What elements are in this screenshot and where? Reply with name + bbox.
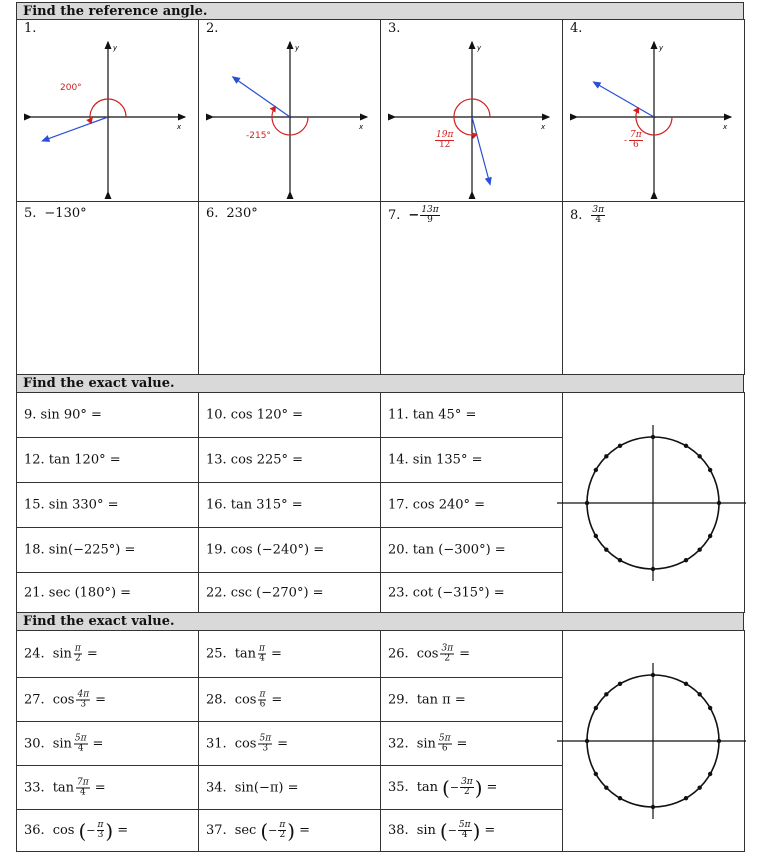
angle-point [697,692,701,696]
problem-text [388,206,441,225]
angle-point [594,772,598,776]
angle-fraction-numerator: 19π [436,130,454,140]
x-axis-label: x [541,123,546,131]
function-name: sin [52,646,72,662]
exact-value-radian-cell-29 [380,677,563,722]
graph-cell-3 [380,19,563,202]
angle-fraction-denominator: 4 [259,653,265,664]
exact-value-radian-cell-26 [380,630,563,678]
problem-text: 10. cos 120° = [206,407,304,423]
reference-problem-cell-8 [562,201,745,375]
problem-number: 29. [388,692,409,707]
problem-text [206,819,310,843]
angle-point [651,567,655,571]
problem-number: 1. [24,21,37,36]
unit-axes-graph [199,20,381,202]
exact-value-cell [380,437,563,483]
equals-sign: = [271,692,283,707]
exact-value-radian-cell-32 [380,721,563,766]
exact-value-cell [16,527,199,573]
exact-value-radian-cell-34 [198,765,381,810]
angle-label: 200° [60,83,82,93]
reference-problem-cell-7 [380,201,563,375]
angle-fraction [258,690,266,709]
angle-fraction [97,821,105,840]
problem-number: 36. [24,823,45,838]
angle-fraction [629,131,643,150]
angle-point [697,547,701,551]
angle-point [651,435,655,439]
function-name: tan [416,780,439,795]
problem-text [24,690,106,709]
angle-fraction-denominator: 2 [444,653,451,664]
blank-unit-circle [557,403,756,603]
angle-fraction [74,734,88,753]
angle-fraction-numerator: 5π [259,733,272,743]
function-name: sin [52,736,72,751]
angle-fraction-numerator: 7π [77,777,89,787]
x-axis-label: x [723,123,728,131]
problem-number: 25. [206,646,227,662]
problem-sign: − [408,208,420,223]
angle-fraction [440,645,454,664]
angle-fraction-numerator: 7π [630,130,642,140]
exact-value-cell [16,572,199,613]
problem-number: 5. [24,206,37,221]
problem-text: 15. sin 330° = [24,497,119,513]
exact-value-radian-cell-35 [380,765,563,810]
problem-fraction-numerator: 3π [592,205,605,215]
problem-number: 31. [206,736,227,751]
function-name: sin [416,823,436,838]
close-paren: ) [287,818,296,843]
problem-text [24,206,87,221]
angle-fraction-numerator: π [74,643,81,654]
equals-sign: = [459,646,471,662]
function-name: cos [234,736,257,751]
y-axis-label: y [295,44,300,52]
equals-sign: = [94,780,106,795]
angle-fraction [438,734,452,753]
exact-value-cell [198,527,381,573]
equals-sign: = [92,736,104,751]
problem-text: 21. sec (180°) = [24,585,132,600]
angle-fraction [76,690,90,709]
angle-point [697,785,701,789]
angle-fraction-numerator: 4π [77,689,90,699]
angle-label [434,131,455,150]
problem-text: 14. sin 135° = [388,452,483,468]
problem-text [206,734,288,753]
exact-value-radian-cell-24 [16,630,199,678]
angle-fraction-numerator: π [259,643,265,654]
angle-fraction-denominator: 6 [441,743,448,753]
angle-fraction [458,821,472,840]
angle-fraction-numerator: π [97,820,104,830]
exact-value-radian-cell-31 [198,721,381,766]
open-paren: ( [442,775,450,800]
angle-fraction-denominator: 3 [97,830,104,840]
close-paren: ) [472,818,481,843]
section-header-exact-value-radians: Find the exact value. [16,612,744,631]
equals-sign: = [270,646,282,662]
angle-fraction-numerator: 5π [438,733,451,743]
angle-fraction [278,821,286,840]
terminal-ray [233,77,290,117]
equals-sign: = [486,780,498,795]
problem-angle: −130° [44,206,87,221]
problem-text: 11. tan 45° = [388,407,477,423]
angle-point [585,501,589,505]
exact-value-cell [198,392,381,438]
reference-problem-cell-6 [198,201,381,375]
problem-number: 35. [388,780,409,795]
angle-point [708,534,712,538]
angle-fraction [258,645,266,664]
unit-axes-graph [563,20,745,202]
angle-point [708,772,712,776]
angle-fraction-denominator: 4 [461,830,468,840]
problem-angle: 230° [226,206,258,221]
exact-value-cell [380,572,563,613]
open-paren: ( [260,818,269,843]
problem-fraction-denominator: 4 [595,215,602,225]
angle-point [594,706,598,710]
angle-point [618,682,622,686]
problem-text [388,776,497,800]
problem-number: 34. [206,780,227,795]
problem-number: 8. [570,208,583,223]
problem-text: 23. cot (−315°) = [388,585,505,600]
y-axis-label: y [477,44,482,52]
exact-value-radian-cell-37 [198,809,381,852]
unit-circle-cell-1 [562,392,745,613]
negative-sign: − [449,781,460,794]
problem-text [388,645,470,664]
function-name: cos [234,692,257,707]
y-axis-label: y [659,44,664,52]
angle-point [684,682,688,686]
angle-point [717,501,721,505]
angle-fraction [74,645,82,664]
angle-fraction-denominator: 3 [80,699,87,709]
problem-text [388,819,495,843]
angle-point [604,454,608,458]
problem-number: 4. [570,21,583,36]
terminal-ray [472,117,490,185]
problem-text [388,734,467,753]
angle-fraction [435,131,454,150]
y-axis-label: y [113,44,118,52]
problem-text: 9. sin 90° = [24,407,102,423]
problem-number: 37. [206,823,227,838]
equals-sign: = [95,692,107,707]
exact-value-cell [198,572,381,613]
problem-text [24,778,106,797]
angle-point [708,706,712,710]
exact-value-cell [16,392,199,438]
angle-fraction [460,778,474,797]
unit-circle-cell-2 [562,630,745,852]
problem-number: 7. [388,208,401,223]
angle-fraction-numerator: 5π [74,733,87,743]
angle-fraction-numerator: 3π [441,643,454,654]
graph-cell-1 [16,19,199,202]
angle-point [594,468,598,472]
angle-point [684,444,688,448]
equals-sign: = [456,736,468,751]
problem-text [388,692,466,707]
angle-fraction [258,734,272,753]
exact-value-radian-cell-36 [16,809,199,852]
exact-value-radian-cell-28 [198,677,381,722]
angle-point [618,796,622,800]
open-paren: ( [78,818,87,843]
angle-point [594,534,598,538]
section-header-exact-value-degrees: Find the exact value. [16,374,744,393]
exact-value-cell [16,482,199,528]
angle-point [604,692,608,696]
angle-point [604,547,608,551]
problem-number: 3. [388,21,401,36]
angle-point [684,558,688,562]
problem-text: 17. cos 240° = [388,497,486,513]
problem-number: 32. [388,736,409,751]
exact-value-cell [380,392,563,438]
terminal-ray [593,82,654,117]
terminal-ray [42,117,108,141]
function-name: tan [234,646,257,662]
angle-point [604,785,608,789]
angle-fraction-denominator: 6 [259,699,266,709]
problem-text: 20. tan (−300°) = [388,542,506,558]
problem-text [24,819,128,843]
x-axis-label: x [177,123,182,131]
exact-value-cell [198,437,381,483]
angle-fraction-numerator: 3π [461,777,473,787]
angle-sign: - [624,135,628,146]
angle-label: -215° [246,131,271,141]
angle-point [697,454,701,458]
angle-fraction-denominator: 6 [633,140,639,150]
section-header-reference-angle: Find the reference angle. [16,2,744,20]
problem-number: 27. [24,692,45,707]
angle-point [717,739,721,743]
graph-cell-2 [198,19,381,202]
unit-axes-graph [381,20,563,202]
exact-value-cell [380,482,563,528]
negative-sign: − [86,824,96,837]
problem-expression: sin(−π) = [234,780,299,795]
blank-unit-circle [557,641,756,841]
reference-problem-cell-5 [16,201,199,375]
equals-sign: = [86,646,98,662]
angle-fraction-numerator: π [259,689,266,699]
exact-value-radian-cell-33 [16,765,199,810]
close-paren: ) [105,818,114,843]
function-name: sin [416,736,436,751]
equals-sign: = [277,736,289,751]
exact-value-cell [16,437,199,483]
problem-expression: tan π = [416,692,466,707]
open-paren: ( [439,818,448,843]
equals-sign: = [299,823,311,838]
problem-text [206,645,282,664]
problem-fraction-numerator: 13π [421,205,439,215]
problem-text: 22. csc (−270°) = [206,585,324,600]
angle-point [585,739,589,743]
angle-point [708,468,712,472]
problem-text [570,206,606,225]
function-name: cos [52,692,75,707]
problem-number: 30. [24,736,45,751]
problem-fraction [591,206,605,225]
angle-fraction-numerator: 5π [458,820,471,830]
negative-sign: − [268,824,278,837]
function-name: sec [234,823,257,838]
problem-number: 28. [206,692,227,707]
angle-fraction [76,778,90,797]
equals-sign: = [484,823,496,838]
negative-sign: − [447,824,457,837]
exact-value-cell [198,482,381,528]
problem-number: 33. [24,780,45,795]
angle-fraction-denominator: 4 [80,787,86,797]
function-name: tan [52,780,75,795]
problem-number: 38. [388,823,409,838]
angle-fraction-denominator: 2 [279,830,286,840]
x-axis-label: x [359,123,364,131]
problem-fraction [420,206,439,225]
angle-fraction-denominator: 2 [74,653,81,664]
angle-point [684,796,688,800]
angle-fraction-denominator: 4 [77,743,84,753]
angle-point [651,805,655,809]
problem-fraction-denominator: 9 [427,215,433,225]
problem-text: 19. cos (−240°) = [206,542,325,558]
exact-value-radian-cell-25 [198,630,381,678]
angle-point [618,444,622,448]
problem-number: 24. [24,646,45,662]
unit-axes-graph [17,20,199,202]
problem-number: 2. [206,21,219,36]
exact-value-radian-cell-38 [380,809,563,852]
exact-value-radian-cell-30 [16,721,199,766]
problem-number: 6. [206,206,219,221]
angle-fraction-denominator: 2 [464,787,470,797]
angle-fraction-denominator: 3 [262,743,269,753]
angle-fraction-denominator: 12 [438,140,451,150]
problem-text: 12. tan 120° = [24,452,121,468]
problem-text: 18. sin(−225°) = [24,542,136,558]
problem-text: 16. tan 315° = [206,497,303,513]
angle-point [651,673,655,677]
problem-text [206,690,282,709]
function-name: cos [416,646,439,662]
graph-cell-4 [562,19,745,202]
problem-text: 13. cos 225° = [206,452,304,468]
problem-text [206,780,299,795]
problem-text [24,645,98,664]
problem-number: 26. [388,646,409,662]
exact-value-radian-cell-27 [16,677,199,722]
function-name: cos [52,823,75,838]
angle-point [618,558,622,562]
problem-text [206,206,258,221]
angle-fraction-numerator: π [279,820,286,830]
equals-sign: = [117,823,129,838]
close-paren: ) [474,775,483,800]
problem-text [24,734,103,753]
exact-value-cell [380,527,563,573]
angle-label [624,131,644,150]
